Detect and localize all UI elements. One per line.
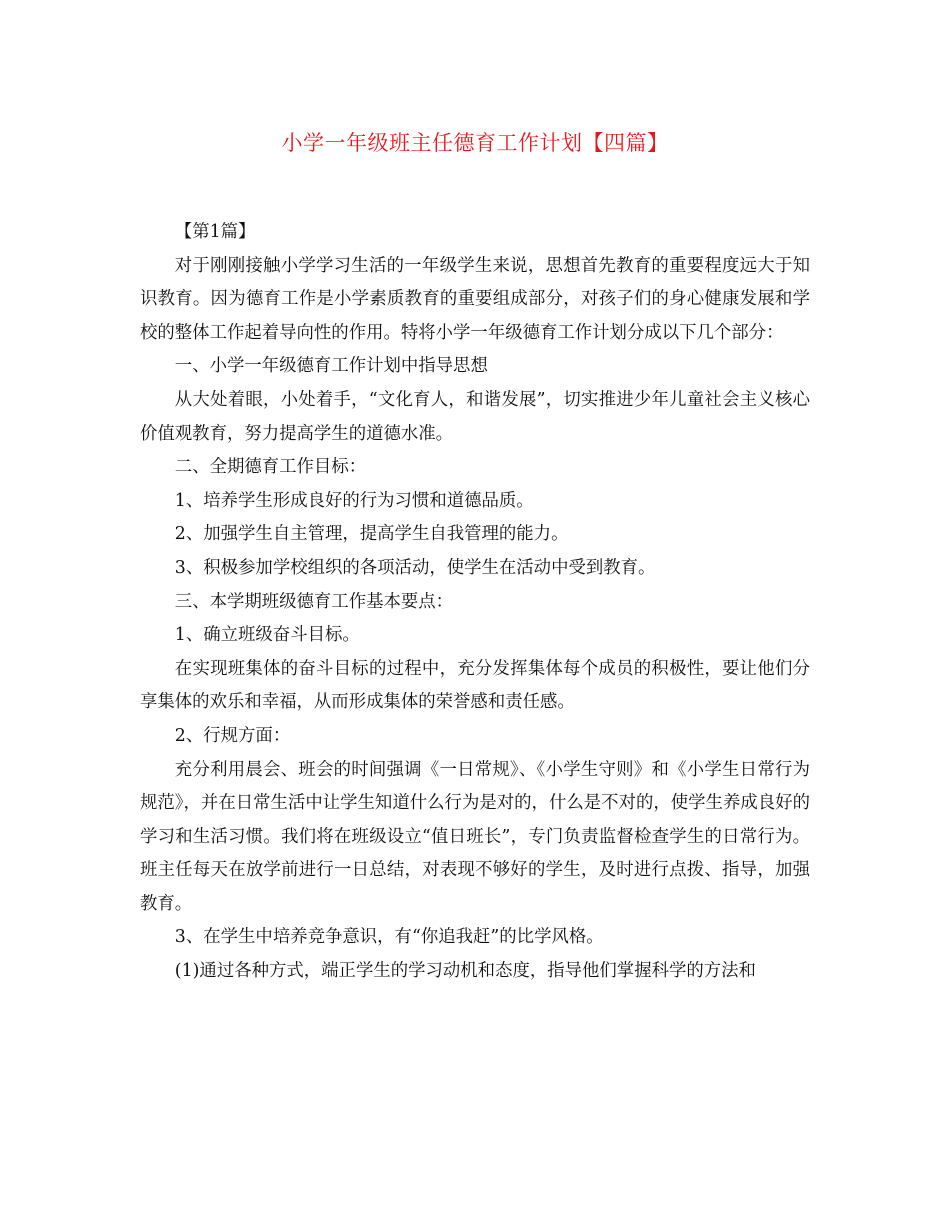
paragraph: 充分利用晨会、班会的时间强调《一日常规》、《小学生守则》和《小学生日常行为规范》，并在日常生活中让学生知道什么行为是对的，什么是不对的，使学生养成良好的学习和生活习惯。我们将在班级设立“值日班长”，专门负责监督检查学生的日常行为。班主任每天在放学前进行一日总结，对表现不够好的学生，及时进行点拨、指导，加强教育。	[140, 759, 810, 914]
section-heading: 【第1篇】	[174, 222, 256, 242]
paragraph: (1)通过各种方式，端正学生的学习动机和态度，指导他们掌握科学的方法和	[174, 961, 756, 982]
list-item: 3、在学生中培养竞争意识，有“你追我赶”的比学风格。	[174, 927, 604, 948]
list-item: 1、培养学生形成良好的行为习惯和道德品质。	[174, 490, 534, 511]
list-item: 1、确立班级奋斗目标。	[174, 625, 360, 646]
paragraph: 在实现班集体的奋斗目标的过程中，充分发挥集体每个成员的积极性，要让他们分享集体的欢乐和幸福，从而形成集体的荣誉感和责任感。	[140, 658, 810, 713]
list-item: 2、行规方面：	[174, 725, 291, 746]
document-title: 小学一年级班主任德育工作计划【四篇】	[281, 131, 669, 155]
paragraph: 从大处着眼，小处着手，“文化育人，和谐发展”，切实推进少年儿童社会主义核心价值观教育，努力提高学生的道德水准。	[140, 389, 810, 444]
section-heading: 一、小学一年级德育工作计划中指导思想	[174, 356, 488, 377]
list-item: 2、加强学生自主管理，提高学生自我管理的能力。	[174, 524, 569, 545]
document-body	[140, 216, 810, 989]
paragraph: 对于刚刚接触小学学习生活的一年级学生来说，思想首先教育的重要程度远大于知识教育。因为德育工作是小学素质教育的重要组成部分，对孩子们的身心健康发展和学校的整体工作起着导向性的作用。特将小学一年级德育工作计划分成以下几个部分：	[140, 255, 810, 343]
list-item: 3、积极参加学校组织的各项活动，使学生在活动中受到教育。	[174, 557, 656, 578]
section-heading: 三、本学期班级德育工作基本要点：	[174, 591, 454, 612]
section-heading: 二、全期德育工作目标：	[174, 457, 367, 478]
